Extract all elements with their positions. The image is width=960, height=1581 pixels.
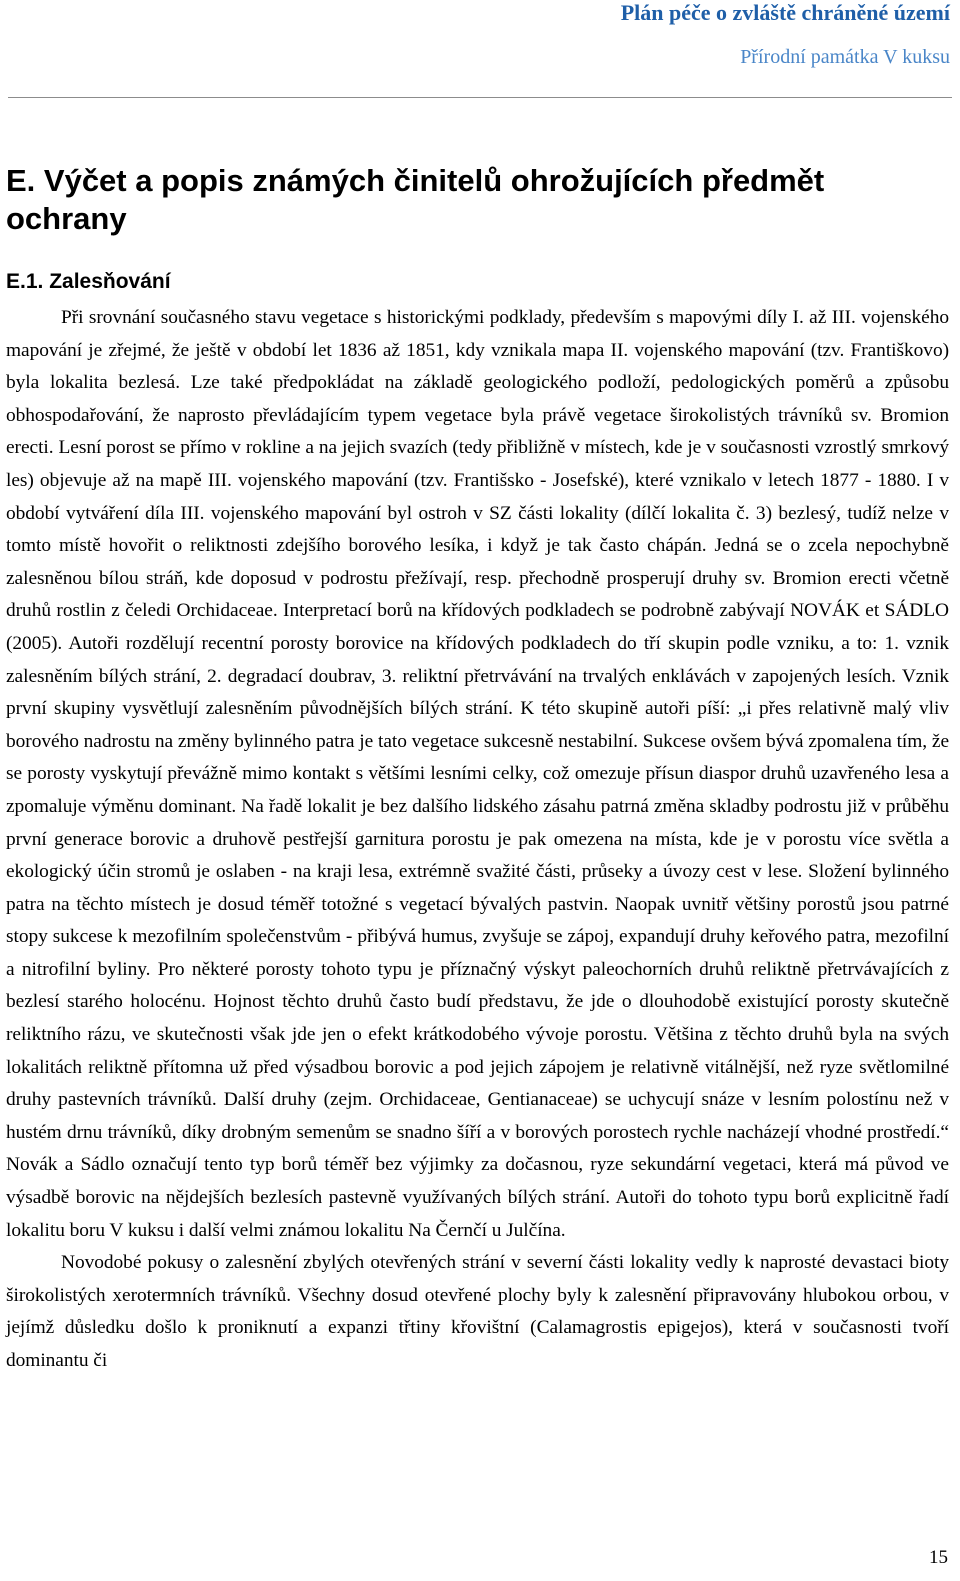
paragraph-1: Při srovnání současného stavu vegetace s historickými podklady, především s mapovými díly I. až III. vojenského mapování je zřejmé, že ještě v období let 1836 až 1851, kdy vznikala mapa II. vojenského mapování (tzv. Františkovo) byla lokalita bezlesá. Lze také předpokládat na základě geologického podloží, pedologických poměrů a způsobu obhospodařování, že naprosto převládajícím typem vegetace byla právě vegetace širokolistých trávníků sv. Bromion erecti. Lesní porost se přímo v rokline a na jejich svazích (tedy přibližně v místech, kde je v současnosti vzrostlý smrkový les) objevuje až na mapě III. vojenského mapování (tzv. Františsko - Josefské), které vznikalo v letech 1877 - 1880. I v období vytváření díla III. vojenského mapování byl ostroh v SZ části lokality (dílčí lokalita č. 3) bezlesý, tudíž nelze v tomto místě hovořit o reliktnosti zdejšího borového lesíka, i když je tak často chápán. Jedná se o zcela nepochybně zalesněnou bílou stráň, kde doposud v podrostu přežívají, resp. přechodně prosperují druhy sv. Bromion erecti včetně druhů rostlin z čeledi Orchidaceae. Interpretací borů na křídových podkladech se podrobně zabývají NOVÁK et SÁDLO (2005). Autoři rozdělují recentní porosty borovice na křídových podkladech do tří skupin podle vzniku, a to: 1. vznik zalesněním bílých strání, 2. degradací doubrav, 3. reliktní přetrvávání na trvalých enklávách v zapojených lesích. Vznik první skupiny vysvětlují zalesněním původnějších bílých strání. K této skupině autoři píší: „i přes relativně malý vliv borového nadrostu na změny bylinného patra je tato vegetace sukcesně nestabilní. Sukcese ovšem bývá zpomalena tím, že se porosty vyskytují převážně mimo kontakt s většími lesními celky, což omezuje přísun diaspor druhů uzavřeného lesa a zpomaluje výměnu dominant. Na řadě lokalit je bez dalšího lidského zásahu patrná změna skladby podrostu již v průběhu první generace borovic a druhově pestřejší garnitura porostu je pak omezena na místa, kde je v porostu více světla a ekologický účin stromů je oslaben - na kraji lesa, extrémně svažité části, průseky a úvozy cest v lese. Složení bylinného patra na těchto místech je dosud téměř totožné s vegetací bývalých pastvin. Naopak uvnitř většiny porostů jsou patrné stopy sukcese k mezofilním společenstvům - přibývá humus, zvyšuje se zápoj, expandují druhy keřového patra, mezofilní a nitrofilní byliny. Pro některé porosty tohoto typu je příznačný výskyt paleochorních druhů reliktně přetrvávajících z bezlesí starého holocénu. Hojnost těchto druhů často budí představu, že jde o dlouhodobě existující porosty skutečně reliktního rázu, ve skutečnosti však jde jen o efekt krátkodobého vývoje porostu. Většina z těchto druhů byla na svých lokalitách reliktně přítomna už před výsadbou borovic a pod jejich zápojem je relativně vitálnější, než ryze světlomilné druhy pastevních trávníků. Další druhy (zejm. Orchidaceae, Gentianaceae) se uchycují snáze v lesním polostínu než v hustém drnu trávníků, díky drobným semenům se snadno šíří a v borových porostech rychle nacházejí vhodné prostředí.“ Novák a Sádlo označují tento typ borů téměř bez výjimky za dočasnou, ryze sekundární vegetaci, která má původ ve výsadbě borovic na nějdejších bezlesích pastevně využívaných bílých strání. Autoři do tohoto typu borů explicitně řadí lokalitu boru V kuksu i další velmi známou lokalitu Na Černčí u Julčína. [6,307,949,1241]
page-number: 15 [929,1547,948,1568]
document-header-subtitle: Přírodní památka V kuksu [740,46,950,68]
section-heading: E. Výčet a popis známých činitelů ohrožujících předmět ochrany [6,163,825,236]
paragraph-2: Novodobé pokusy o zalesnění zbylých otevřených strání v severní části lokality vedly k naprosté devastaci bioty širokolistých xerotermních trávníků. Všechny dosud otevřené plochy byly k zalesnění připravovány hlubokou orbou, v jejímž důsledku došlo k proniknutí a expanzi třtiny křovištní (Calamagrostis epigejos), která v současnosti tvoří dominantu či [6,1252,949,1371]
header-divider [8,97,952,98]
body-text [6,302,949,1378]
subsection-heading: E.1. Zalesňování [6,270,171,293]
document-header-title: Plán péče o zvláště chráněné území [620,0,950,25]
